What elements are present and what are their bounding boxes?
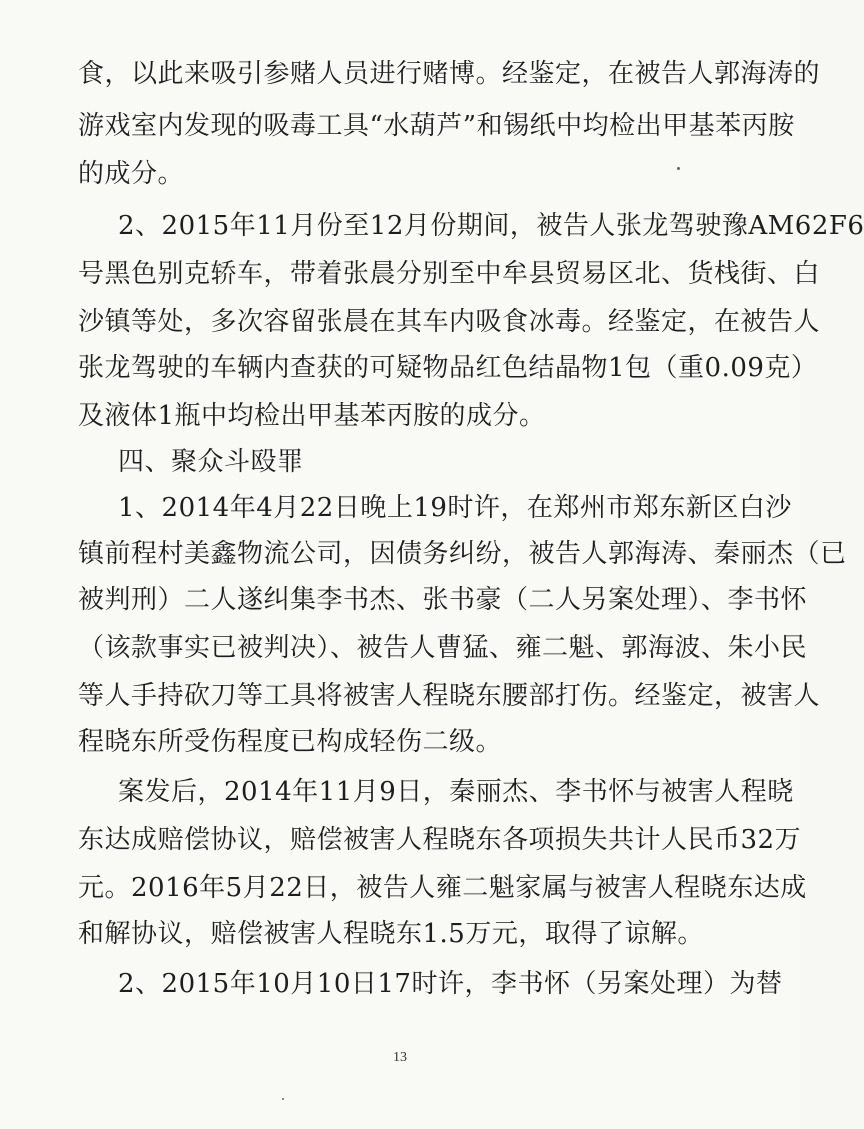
scan-speck bbox=[282, 1098, 284, 1100]
text-line: 等人手持砍刀等工具将被害人程晓东腰部打伤。经鉴定，被害人 bbox=[78, 681, 821, 711]
text-line: 和解协议，赔偿被害人程晓东1.5万元，取得了谅解。 bbox=[78, 919, 704, 949]
page-number: 13 bbox=[393, 1050, 407, 1065]
text-line: 的成分。 bbox=[78, 159, 185, 189]
text-line: 案发后，2014年11月9日，秦丽杰、李书怀与被害人程晓 bbox=[118, 777, 794, 807]
section-heading: 四、聚众斗殴罪 bbox=[118, 447, 304, 477]
text-line: 镇前程村美鑫物流公司，因债务纠纷，被告人郭海涛、秦丽杰（已 bbox=[78, 539, 847, 569]
text-line: 号黑色别克轿车，带着张晨分别至中牟县贸易区北、货栈街、白 bbox=[78, 259, 821, 289]
text-line: 沙镇等处，多次容留张晨在其车内吸食冰毒。经鉴定，在被告人 bbox=[78, 307, 821, 337]
text-line: 1、2014年4月22日晚上19时许，在郑州市郑东新区白沙 bbox=[118, 493, 792, 523]
text-line: 张龙驾驶的车辆内查获的可疑物品红色结晶物1包（重0.09克） bbox=[78, 353, 818, 383]
text-line: 及液体1瓶中均检出甲基苯丙胺的成分。 bbox=[78, 401, 546, 431]
text-line: 2、2015年10月10日17时许，李书怀（另案处理）为替 bbox=[118, 969, 783, 999]
scan-speck bbox=[677, 167, 680, 170]
text-line: 游戏室内发现的吸毒工具“水葫芦”和锡纸中均检出甲基苯丙胺 bbox=[78, 111, 795, 141]
text-line: 元。2016年5月22日，被告人雍二魁家属与被害人程晓东达成 bbox=[78, 873, 807, 903]
text-line: 程晓东所受伤程度已构成轻伤二级。 bbox=[78, 727, 503, 757]
text-line: 食，以此来吸引参赌人员进行赌博。经鉴定，在被告人郭海涛的 bbox=[78, 59, 821, 89]
text-line: 东达成赔偿协议，赔偿被害人程晓东各项损失共计人民币32万 bbox=[78, 825, 802, 855]
text-line: 被判刑）二人遂纠集李书杰、张书豪（二人另案处理）、李书怀 bbox=[78, 585, 808, 615]
text-line: 2、2015年11月份至12月份期间，被告人张龙驾驶豫AM62F6 bbox=[118, 211, 864, 241]
text-line: （该款事实已被判决）、被告人曹猛、雍二魁、郭海波、朱小民 bbox=[78, 633, 808, 663]
